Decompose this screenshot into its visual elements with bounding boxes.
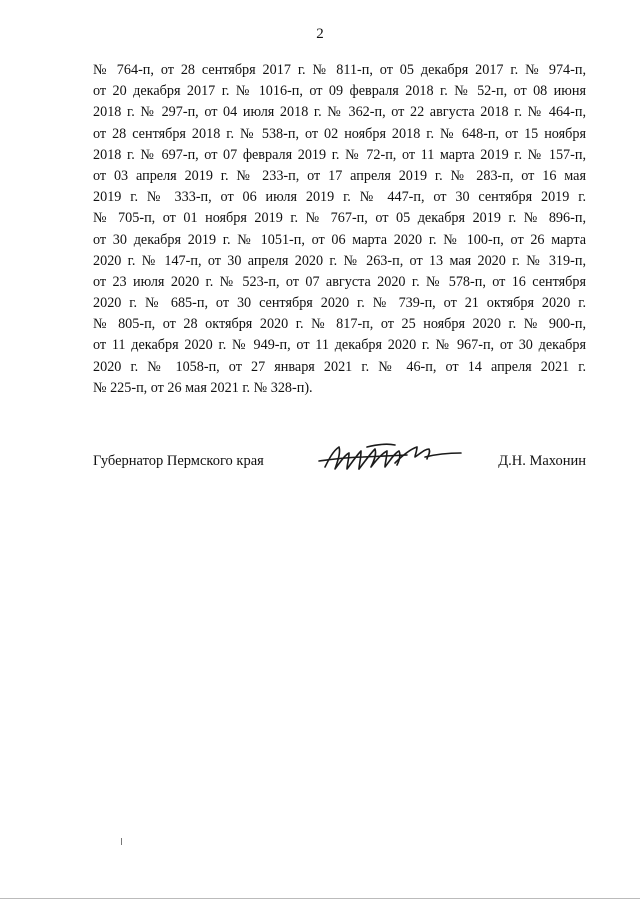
body-line: от 28 сентября 2018 г. № 538-п, от 02 ноября 2018 г. № 648-п, от 15 ноября xyxy=(93,125,586,142)
body-line: от 11 декабря 2020 г. № 949-п, от 11 декабря 2020 г. № 967-п, от 30 декабря xyxy=(93,337,586,354)
signer-name: Д.Н. Махонин xyxy=(498,453,586,469)
scan-artifact xyxy=(121,838,122,845)
body-text xyxy=(93,60,586,399)
body-line: 2018 г. № 297-п, от 04 июля 2018 г. № 362-п, от 22 августа 2018 г. № 464-п, xyxy=(93,104,586,121)
body-line: от 03 апреля 2019 г. № 233-п, от 17 апреля 2019 г. № 283-п, от 16 мая xyxy=(93,167,586,184)
body-line: 2018 г. № 697-п, от 07 февраля 2019 г. № 72-п, от 11 марта 2019 г. № 157-п, xyxy=(93,146,586,163)
body-line: 2020 г. № 1058-п, от 27 января 2021 г. № 46-п, от 14 апреля 2021 г. xyxy=(93,358,586,375)
body-line: 2019 г. № 333-п, от 06 июля 2019 г. № 447-п, от 30 сентября 2019 г. xyxy=(93,189,586,206)
signer-title: Губернатор Пермского края xyxy=(93,453,264,469)
body-line: от 20 декабря 2017 г. № 1016-п, от 09 февраля 2018 г. № 52-п, от 08 июня xyxy=(93,83,586,100)
body-line: 2020 г. № 685-п, от 30 сентября 2020 г. № 739-п, от 21 октября 2020 г. xyxy=(93,295,586,312)
body-line: 2020 г. № 147-п, от 30 апреля 2020 г. № 263-п, от 13 мая 2020 г. № 319-п, xyxy=(93,252,586,269)
page-number: 2 xyxy=(316,26,324,42)
body-line: от 23 июля 2020 г. № 523-п, от 07 августа 2020 г. № 578-п, от 16 сентября xyxy=(93,273,586,290)
handwritten-signature-icon xyxy=(315,437,465,477)
page-bottom-edge xyxy=(0,898,640,899)
body-line: от 30 декабря 2019 г. № 1051-п, от 06 марта 2020 г. № 100-п, от 26 марта xyxy=(93,231,586,248)
body-line: № 225-п, от 26 мая 2021 г. № 328-п). xyxy=(93,379,313,396)
body-line: № 805-п, от 28 октября 2020 г. № 817-п, от 25 ноября 2020 г. № 900-п, xyxy=(93,316,586,333)
body-line: № 764-п, от 28 сентября 2017 г. № 811-п, от 05 декабря 2017 г. № 974-п, xyxy=(93,62,586,78)
body-line: № 705-п, от 01 ноября 2019 г. № 767-п, от 05 декабря 2019 г. № 896-п, xyxy=(93,210,586,227)
signature-block xyxy=(93,445,586,485)
